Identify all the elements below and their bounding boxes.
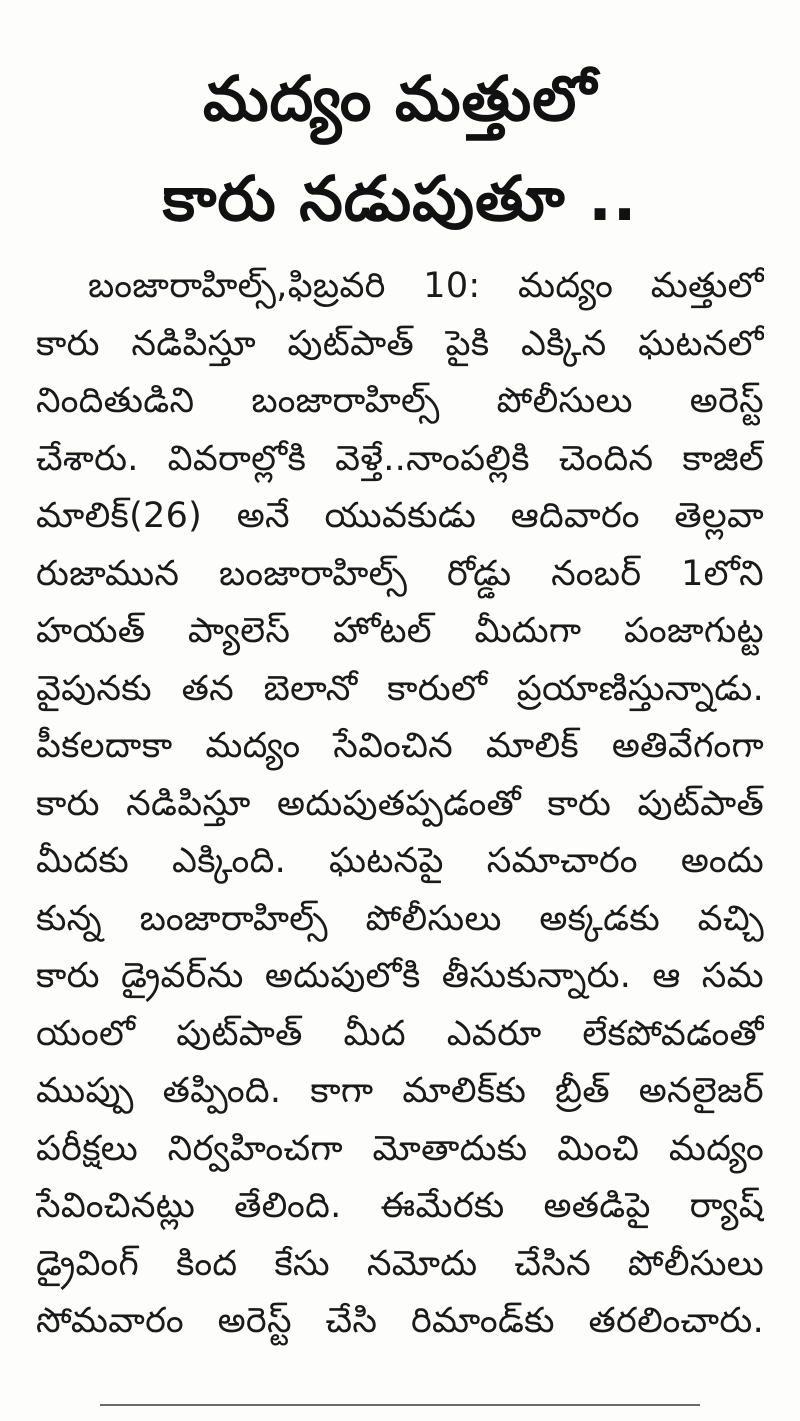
body-line: సోమవారం అరెస్ట్ చేసి రిమాండ్‌కు తరలించారు. (36, 1301, 764, 1341)
body-line: మీదకు ఎక్కింది. ఘటనపై సమాచారం అందు (36, 841, 764, 881)
body-line: చేశారు. వివరాల్లోకి వెళ్తే..నాంపల్లికి చెందిన కాజిల్ (36, 438, 764, 479)
body-line: కున్న బంజారాహిల్స్ పోలీసులు అక్కడకు వచ్చి (36, 898, 764, 939)
body-line: కారు డ్రైవర్‌ను అదుపులోకి తీసుకున్నారు. ఆ సమ (36, 956, 764, 996)
body-line: నిందితుడిని బంజారాహిల్స్ పోలీసులు అరెస్ట్ (36, 381, 764, 421)
body-line: డ్రైవింగ్ కింద కేసు నమోదు చేసిన పోలీసులు (36, 1243, 764, 1284)
body-line: కారు నడిపిస్తూ పుట్‌పాత్ పైకి ఎక్కిన ఘటనలో (36, 323, 764, 364)
body-line: మాలిక్(26) అనే యువకుడు ఆదివారం తెల్లవా (36, 496, 764, 536)
body-line: ముప్పు తప్పింది. కాగా మాలిక్‌కు బ్రీత్ అనలైజర్ (36, 1071, 764, 1111)
body-line: హయత్ ప్యాలెస్ హోటల్ మీదుగా పంజాగుట్ట (36, 611, 764, 651)
headline-line-2: కారు నడుపుతూ .. (162, 162, 638, 236)
body-line: యంలో పుట్‌పాత్ మీద ఎవరూ లేకపోవడంతో (36, 1013, 764, 1054)
body-line: రుజామున బంజారాహిల్స్ రోడ్డు నంబర్ 1లోని (36, 553, 764, 594)
bottom-divider (100, 1404, 700, 1406)
headline-line-1: మద్యం మత్తులో (202, 62, 598, 136)
body-line: పరీక్షలు నిర్వహించగా మోతాదుకు మించి మద్యం (36, 1128, 764, 1169)
body-line: పీకలదాకా మద్యం సేవించిన మాలిక్ అతివేగంగా (36, 726, 764, 766)
body-line: సేవించినట్లు తేలింది. ఈమేరకు అతడిపై ర్యాష్ (36, 1186, 764, 1226)
body-line: బంజారాహిల్స్,ఫిబ్రవరి 10: మద్యం మత్తులో (88, 266, 764, 306)
body-line: వైపునకు తన బెలానో కారులో ప్రయాణిస్తున్నాడు. (36, 668, 764, 709)
headline (20, 49, 780, 249)
article-body (36, 258, 764, 1378)
body-line: కారు నడిపిస్తూ అదుపుతప్పడంతో కారు పుట్‌పాత్ (36, 783, 764, 824)
